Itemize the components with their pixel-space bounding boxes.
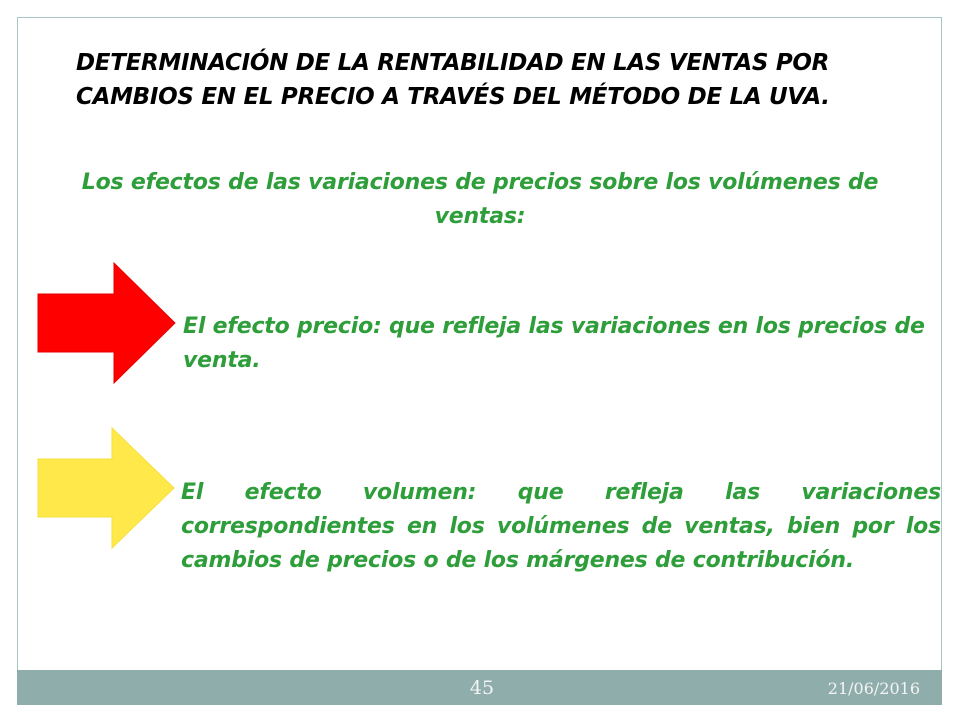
slide-subtitle: Los efectos de las variaciones de precios sobre los volúmenes de ventas:	[81, 170, 879, 229]
effect-price-text: El efecto precio: que refleja las variaciones en los precios de venta.	[183, 314, 925, 373]
slide-title	[76, 46, 896, 114]
red-right-arrow-icon	[37, 262, 177, 384]
yellow-right-arrow-icon	[37, 427, 177, 549]
slide-title-line-1: DETERMINACIÓN DE LA RENTABILIDAD EN LAS VENTAS POR	[76, 50, 830, 76]
effect-volume-text: El efecto volumen: que refleja las variaciones correspondientes en los volúmenes de ventas, bien por los cambios de precios o de los márgenes de contribución.	[181, 480, 941, 573]
red-arrow-shape	[38, 263, 175, 383]
yellow-arrow-shape	[38, 428, 174, 548]
slide-date: 21/06/2016	[827, 679, 920, 698]
page-number: 45	[469, 677, 495, 699]
slide-title-line-2: CAMBIOS EN EL PRECIO A TRAVÉS DEL MÉTODO DE LA UVA.	[76, 84, 830, 110]
